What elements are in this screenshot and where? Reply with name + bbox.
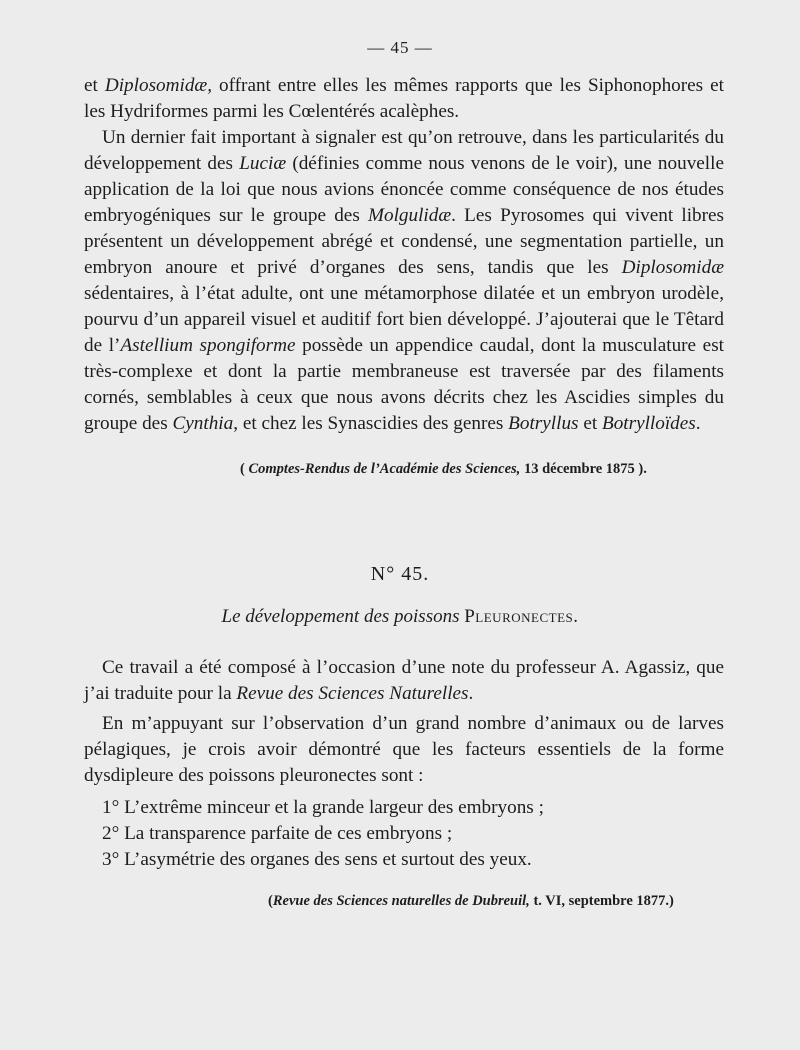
- citation-rest: t. VI, septembre 1877.): [529, 893, 674, 909]
- italic-term: Botrylloïdes: [601, 413, 696, 434]
- subtitle-smallcaps: Pleuronectes.: [464, 606, 579, 627]
- paragraph-continuation: [84, 73, 724, 125]
- citation-revue: [268, 893, 728, 910]
- italic-term: Revue des Sciences Naturelles: [236, 683, 469, 704]
- paragraph-luciae: [84, 125, 724, 437]
- text-run: et: [578, 413, 602, 434]
- paragraph-facteurs: En m’appuyant sur l’observation d’un grand nombre d’animaux ou de larves pélagiques, je crois avoir démontré que les facteurs essentiels de la forme dysdipleure des poissons pleuronectes sont :: [84, 713, 724, 786]
- factor-list: [102, 795, 722, 873]
- text-run: et: [84, 75, 105, 96]
- paragraph-agassiz: [84, 655, 724, 707]
- list-item: 2° La transparence parfaite de ces embryons ;: [102, 823, 453, 844]
- citation-open: (: [268, 893, 273, 909]
- page-number: — 45 —: [367, 38, 433, 57]
- text-run: .: [468, 683, 474, 704]
- italic-term: Luciæ: [239, 153, 287, 174]
- text-run: Un dernier fait important à signaler est qu’on retrouve, dans les particularités du développement des: [84, 127, 724, 174]
- text-run: possède un appendice caudal, dont la musculature est très-complexe et dont la partie membraneuse est traversée par des filaments cornés, semblables à ceux que nous avons décrits chez les Ascidies simples du groupe des: [84, 335, 724, 434]
- citation-title: Comptes-Rendus de l’Académie des Sciences,: [248, 461, 521, 477]
- text-run: (définies comme nous venons de le voir), une nouvelle application de la loi que nous avions énoncée comme conséquence de nos études embryogéniques sur le groupe des: [84, 153, 724, 226]
- italic-term: Botryllus: [508, 413, 579, 434]
- citation-open: (: [240, 461, 249, 477]
- italic-term: Astellium spongiforme: [120, 335, 296, 356]
- italic-term: Diplosomidæ,: [104, 75, 213, 96]
- text-run: .: [695, 413, 701, 434]
- italic-term: Cynthia: [172, 413, 234, 434]
- text-run: offrant entre elles les mêmes rapports que les Siphonophores et les Hydriformes parmi les Cœlentérés acalèphes.: [84, 75, 724, 122]
- citation-comptes-rendus: [240, 461, 660, 478]
- citation-title: Revue des Sciences naturelles de Dubreuil,: [272, 893, 530, 909]
- section-subtitle: [150, 606, 650, 628]
- list-item: 1° L’extrême minceur et la grande largeur des embryons ;: [102, 797, 544, 818]
- citation-date: 13 décembre 1875 ).: [520, 461, 647, 477]
- subtitle-italic: Le développement des poissons: [221, 606, 465, 627]
- italic-term: Diplosomidæ: [621, 257, 724, 278]
- italic-term: Molgulidæ: [368, 205, 452, 226]
- section-number: N° 45.: [370, 563, 430, 585]
- list-item: 3° L’asymétrie des organes des sens et surtout des yeux.: [102, 849, 532, 870]
- text-run: sédentaires, à l’état adulte, ont une métamorphose dilatée et un embryon urodèle, pourvu d’un appareil visuel et auditif fort bien développé. J’ajouterai que le Têtard de l’: [84, 283, 724, 356]
- text-run: . Les Pyrosomes qui vivent libres présentent un développement abrégé et condensé, une segmentation partielle, un embryon anoure et privé d’organes des sens, tandis que les: [84, 205, 724, 278]
- text-run: Ce travail a été composé à l’occasion d’une note du professeur A. Agassiz, que j’ai traduite pour la: [84, 657, 724, 704]
- text-run: , et chez les Synascidies des genres: [233, 413, 509, 434]
